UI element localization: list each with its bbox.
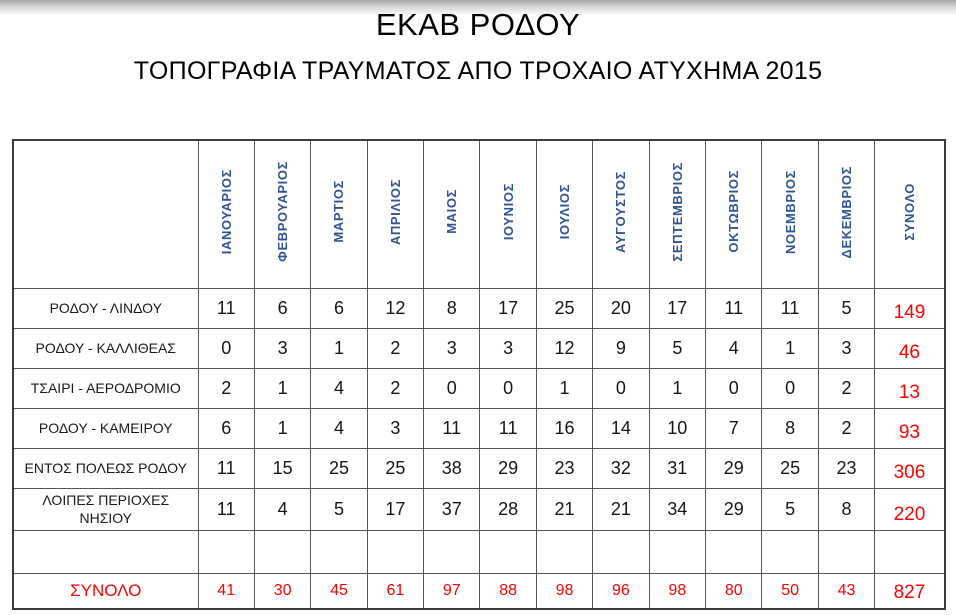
data-cell: 12 [367,288,423,328]
data-cell [818,530,874,573]
column-header-label: ΟΚΤΩΒΡΙΟΣ [726,170,742,254]
data-cell: 21 [536,488,592,530]
data-cell: 50 [762,573,818,609]
page-title: ΕΚΑΒ ΡΟΔΟΥ [375,7,581,42]
data-cell [706,530,762,573]
data-cell [311,530,367,573]
data-cell: 0 [762,368,818,408]
data-cell: 37 [424,488,480,530]
data-cell: 0 [706,368,762,408]
data-cell: 8 [762,408,818,448]
column-header-month [311,140,367,288]
data-cell: 1 [649,368,705,408]
table-row [13,288,945,328]
data-cell: 12 [536,328,592,368]
data-cell: 45 [311,573,367,609]
data-cell: 43 [818,573,874,609]
column-header-month [480,140,536,288]
data-cell: 98 [649,573,705,609]
data-cell: 1 [762,328,818,368]
table-row [13,408,945,448]
data-cell: 17 [367,488,423,530]
data-cell: 38 [424,448,480,488]
column-header-label: ΣΕΠΤΕΜΒΡΙΟΣ [669,162,685,262]
page-subtitle: ΤΟΠΟΓΡΑΦΙΑ ΤΡΑΥΜΑΤΟΣ ΑΠΟ ΤΡΟΧΑΙΟ ΑΤΥΧΗΜΑ 2015 [133,57,823,85]
column-header-label: ΜΑΙΟΣ [444,189,460,235]
column-header-month [762,140,818,288]
column-header-month [254,140,310,288]
data-cell: 28 [480,488,536,530]
column-header-month [424,140,480,288]
header-row [13,140,945,288]
data-cell: 10 [649,408,705,448]
data-cell: 23 [818,448,874,488]
data-cell: 1 [254,368,310,408]
data-cell: 3 [480,328,536,368]
column-header-label: ΑΥΓΟΥΣΤΟΣ [613,170,629,253]
row-label: ΣΥΝΟΛΟ [13,573,198,609]
column-header-label: ΙΟΥΝΙΟΣ [500,183,516,241]
data-cell: 6 [254,288,310,328]
data-cell: 29 [706,488,762,530]
data-cell: 34 [649,488,705,530]
data-cell: 2 [818,408,874,448]
data-cell: 25 [762,448,818,488]
data-cell [762,530,818,573]
data-cell: 25 [311,448,367,488]
data-cell [198,530,254,573]
data-cell: 29 [480,448,536,488]
data-cell: 20 [593,288,649,328]
data-cell: 23 [536,448,592,488]
column-header-month [536,140,592,288]
row-label: ΕΝΤΟΣ ΠΟΛΕΩΣ ΡΟΔΟΥ [13,448,198,488]
row-total-cell: 827 [875,573,945,609]
data-cell: 96 [593,573,649,609]
table-row [13,530,945,573]
data-cell: 80 [706,573,762,609]
data-cell: 8 [424,288,480,328]
column-header-label: ΜΑΡΤΙΟΣ [331,180,347,244]
row-label: ΡΟΔΟΥ - ΚΑΜΕΙΡΟΥ [13,408,198,448]
data-cell: 6 [311,288,367,328]
row-total-cell: 46 [875,328,945,368]
data-cell: 2 [198,368,254,408]
data-cell: 4 [706,328,762,368]
table-row [13,328,945,368]
data-cell: 9 [593,328,649,368]
data-cell: 0 [198,328,254,368]
data-cell: 2 [367,328,423,368]
data-cell: 5 [649,328,705,368]
data-cell: 31 [649,448,705,488]
data-cell: 0 [480,368,536,408]
column-header-month [367,140,423,288]
table-row-grand-total [13,573,945,609]
data-cell: 2 [818,368,874,408]
data-cell: 25 [367,448,423,488]
column-header-month [706,140,762,288]
data-cell: 21 [593,488,649,530]
column-header-month [818,140,874,288]
data-cell: 14 [593,408,649,448]
data-cell: 4 [311,368,367,408]
data-cell: 29 [706,448,762,488]
data-cell [424,530,480,573]
data-cell: 1 [311,328,367,368]
data-cell: 1 [254,408,310,448]
data-cell: 8 [818,488,874,530]
data-cell: 2 [367,368,423,408]
data-cell: 30 [254,573,310,609]
row-total-cell: 220 [875,488,945,530]
data-cell: 16 [536,408,592,448]
row-label [13,530,198,573]
row-label: ΤΣΑΙΡΙ - ΑΕΡΟΔΡΟΜΙΟ [13,368,198,408]
injury-topography-table [12,139,946,610]
row-label: ΡΟΔΟΥ - ΛΙΝΔΟΥ [13,288,198,328]
data-cell: 11 [198,448,254,488]
data-cell: 11 [706,288,762,328]
data-cell: 11 [198,488,254,530]
data-cell: 41 [198,573,254,609]
data-cell: 5 [818,288,874,328]
data-cell: 61 [367,573,423,609]
data-cell: 32 [593,448,649,488]
row-label: ΡΟΔΟΥ - ΚΑΛΛΙΘΕΑΣ [13,328,198,368]
data-cell: 11 [198,288,254,328]
data-cell: 3 [254,328,310,368]
column-header-month [649,140,705,288]
data-cell: 11 [480,408,536,448]
data-cell: 25 [536,288,592,328]
data-cell [254,530,310,573]
data-cell: 11 [424,408,480,448]
column-header-label: ΙΟΥΛΙΟΣ [557,184,573,240]
column-header-label: ΙΑΝΟΥΑΡΙΟΣ [218,169,234,255]
corner-cell [13,140,198,288]
row-label: ΛΟΙΠΕΣ ΠΕΡΙΟΧΕΣ ΝΗΣΙΟΥ [13,488,198,530]
data-cell: 97 [424,573,480,609]
row-total-cell: 149 [875,288,945,328]
column-header-label: ΑΠΡΙΛΙΟΣ [387,178,403,245]
data-cell: 17 [480,288,536,328]
column-header-month [593,140,649,288]
column-header-total [875,140,945,288]
data-cell [649,530,705,573]
table-row [13,448,945,488]
data-cell: 17 [649,288,705,328]
data-cell: 0 [424,368,480,408]
column-header-label: ΝΟΕΜΒΡΙΟΣ [782,169,798,254]
data-cell: 98 [536,573,592,609]
column-header-label: ΔΕΚΕΜΒΡΙΟΣ [838,165,854,258]
row-total-cell: 13 [875,368,945,408]
row-total-cell: 93 [875,408,945,448]
row-total-cell: 306 [875,448,945,488]
data-cell: 7 [706,408,762,448]
column-header-month [198,140,254,288]
data-cell: 4 [311,408,367,448]
data-cell: 3 [424,328,480,368]
data-cell [367,530,423,573]
table-row [13,368,945,408]
data-cell: 11 [762,288,818,328]
data-cell [480,530,536,573]
data-cell: 1 [536,368,592,408]
data-cell: 6 [198,408,254,448]
column-header-label: ΣΥΝΟΛΟ [901,182,917,241]
data-cell: 3 [367,408,423,448]
row-total-cell [875,530,945,573]
table-row [13,488,945,530]
data-cell: 4 [254,488,310,530]
data-cell: 15 [254,448,310,488]
column-header-label: ΦΕΒΡΟΥΑΡΙΟΣ [275,161,291,263]
data-cell: 88 [480,573,536,609]
data-cell: 0 [593,368,649,408]
data-cell: 5 [311,488,367,530]
data-cell: 3 [818,328,874,368]
data-cell [593,530,649,573]
data-cell [536,530,592,573]
data-cell: 5 [762,488,818,530]
